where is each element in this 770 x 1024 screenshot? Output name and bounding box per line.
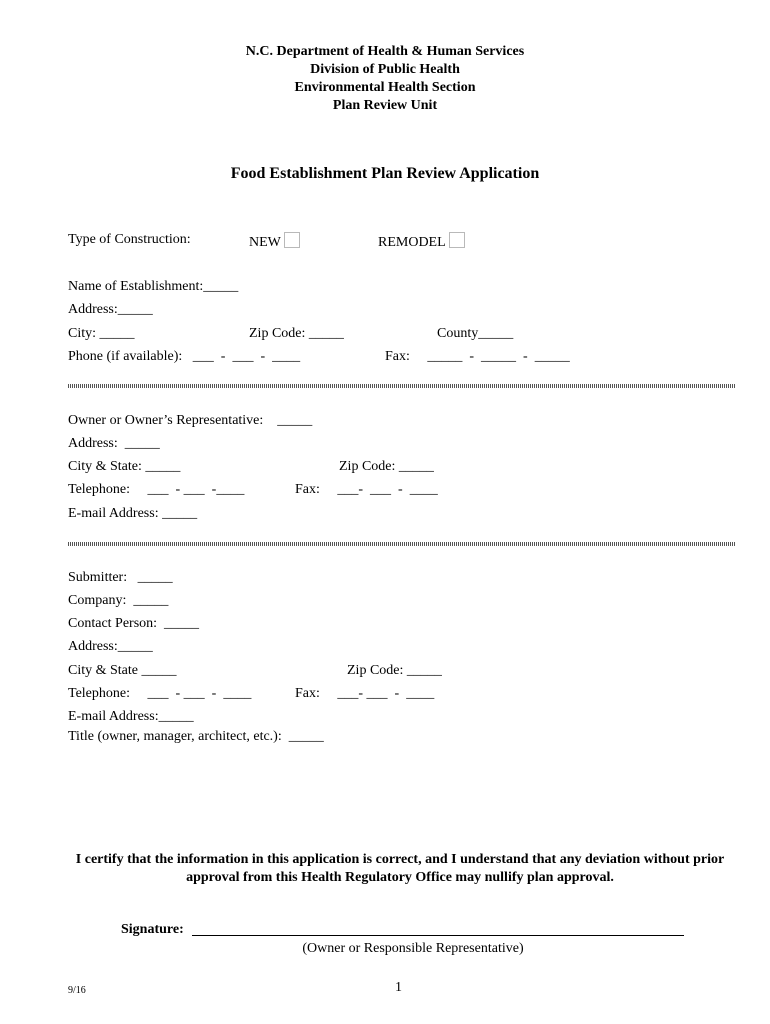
submitter-title-field[interactable]: Title (owner, manager, architect, etc.): _____ <box>68 729 324 744</box>
new-label: NEW <box>249 235 281 250</box>
submitter-city-state-field[interactable]: City & State _____ <box>68 663 177 678</box>
footer-date-code: 9/16 <box>68 985 86 996</box>
certification-statement: I certify that the information in this application is correct, and I understand that any deviation without prior approval from this Health Regulatory Office may nullify plan approval. <box>75 852 725 885</box>
establishment-address-field[interactable]: Address:_____ <box>68 302 153 317</box>
establishment-phone-field[interactable]: Phone (if available): ___ - ___ - ____ <box>68 349 301 364</box>
establishment-city-field[interactable]: City: _____ <box>68 326 135 341</box>
establishment-fax-field[interactable]: Fax: _____ - _____ - _____ <box>385 349 570 364</box>
section-divider-1 <box>68 384 736 388</box>
submitter-address-field[interactable]: Address:_____ <box>68 639 153 654</box>
owner-telephone-field[interactable]: Telephone: ___ - ___ -____ <box>68 482 245 497</box>
construction-new-option <box>249 232 300 251</box>
submitter-telephone-field[interactable]: Telephone: ___ - ___ - ____ <box>68 686 252 701</box>
submitter-contact-field[interactable]: Contact Person: _____ <box>68 616 200 631</box>
submitter-email-field[interactable]: E-mail Address:_____ <box>68 709 194 724</box>
establishment-county-field[interactable]: County_____ <box>437 326 514 341</box>
submitter-field[interactable]: Submitter: _____ <box>68 570 173 585</box>
establishment-zip-field[interactable]: Zip Code: _____ <box>249 326 344 341</box>
signature-caption: (Owner or Responsible Representative) <box>302 941 524 956</box>
document-title: Food Establishment Plan Review Application <box>230 165 540 182</box>
section-divider-2 <box>68 542 736 546</box>
submitter-zip-field[interactable]: Zip Code: _____ <box>347 663 442 678</box>
owner-fax-field[interactable]: Fax: ___- ___ - ____ <box>295 482 438 497</box>
signature-label: Signature: <box>121 922 184 937</box>
remodel-label: REMODEL <box>378 235 446 250</box>
owner-rep-field[interactable]: Owner or Owner’s Representative: _____ <box>68 413 313 428</box>
owner-zip-field[interactable]: Zip Code: _____ <box>339 459 434 474</box>
establishment-name-field[interactable]: Name of Establishment:_____ <box>68 279 239 294</box>
header-line-1: N.C. Department of Health & Human Services <box>245 44 525 59</box>
header-line-4: Plan Review Unit <box>332 98 438 113</box>
signature-line[interactable] <box>192 935 684 936</box>
owner-address-field[interactable]: Address: _____ <box>68 436 160 451</box>
submitter-company-field[interactable]: Company: _____ <box>68 593 169 608</box>
construction-remodel-option <box>378 232 465 251</box>
header-line-3: Environmental Health Section <box>294 80 476 95</box>
new-checkbox[interactable] <box>284 232 300 248</box>
owner-email-field[interactable]: E-mail Address: _____ <box>68 506 198 521</box>
construction-label: Type of Construction: <box>68 232 191 247</box>
page-number: 1 <box>395 980 402 995</box>
owner-city-state-field[interactable]: City & State: _____ <box>68 459 181 474</box>
submitter-fax-field[interactable]: Fax: ___- ___ - ____ <box>295 686 435 701</box>
header-line-2: Division of Public Health <box>310 62 460 77</box>
remodel-checkbox[interactable] <box>449 232 465 248</box>
